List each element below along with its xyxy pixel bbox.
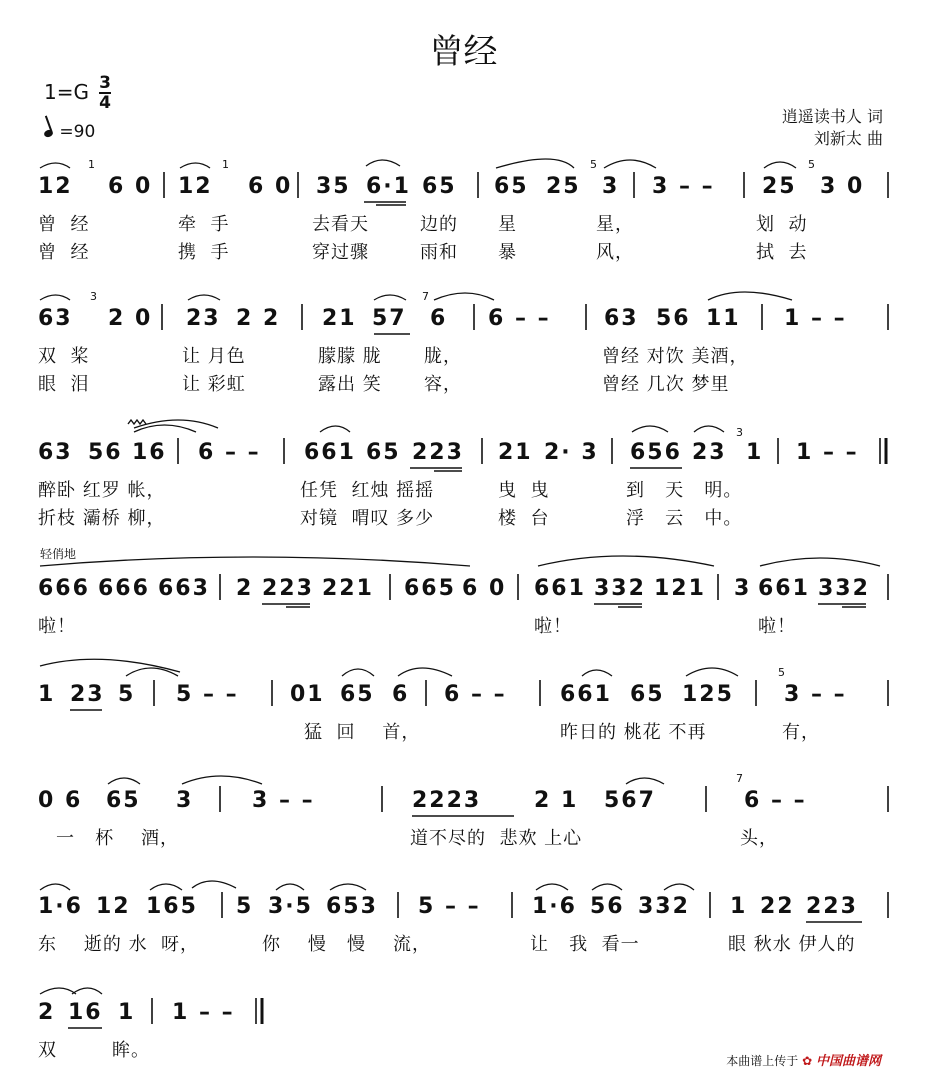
note-group: 11 xyxy=(706,306,741,331)
svg-text:5: 5 xyxy=(808,158,815,171)
note-group: 65 xyxy=(422,174,457,199)
lyric-verse-2: 穿过骤 xyxy=(312,242,369,263)
note-group: 2 xyxy=(236,576,254,601)
expression-marking: 轻俏地 xyxy=(40,547,77,561)
note-group: 665 xyxy=(404,576,456,601)
lyric-verse-1: 曾 经 xyxy=(38,214,90,235)
lyric-verse-2: 携 手 xyxy=(178,242,230,263)
svg-text:1: 1 xyxy=(222,158,229,171)
note-group: 6·1 xyxy=(366,174,411,199)
note-group: 332 xyxy=(638,894,690,919)
note-group: 3 – – xyxy=(784,682,847,707)
note-group: 3·5 xyxy=(268,894,313,919)
note-group: 1 xyxy=(730,894,748,919)
lyric-verse-1: 你 慢 慢 流， xyxy=(262,934,431,955)
lyric-verse-1: 双 xyxy=(38,1040,57,1061)
note-group: 1 xyxy=(38,682,56,707)
lyric-verse-1: 醉卧 红罗 帐， xyxy=(38,480,166,501)
note-group: 3 – – xyxy=(652,174,715,199)
lyric-verse-2: 折枝 灞桥 柳， xyxy=(38,508,166,529)
note-group: 165 xyxy=(146,894,198,919)
note-group: 6 – – xyxy=(198,440,261,465)
beams xyxy=(68,202,866,1028)
note-group: 221 xyxy=(322,576,374,601)
song-title: 曾经 xyxy=(429,32,498,72)
lyric-verse-2: 拭 去 xyxy=(756,242,808,263)
note-group: 63 xyxy=(604,306,639,331)
note-group: 1 – – xyxy=(784,306,847,331)
lyric-verse-2: 眼 泪 xyxy=(38,374,90,395)
lyric-verse-1: 一 杯 酒， xyxy=(56,828,180,849)
lyric-verse-1: 眼 秋水 伊人的 xyxy=(728,934,856,955)
lyric-verse-1: 昨日的 桃花 不再 xyxy=(560,722,707,743)
lyric-verse-1: 星 xyxy=(498,214,517,235)
note-group: 5 xyxy=(118,682,136,707)
lyric-verse-2: 楼 台 xyxy=(498,508,550,529)
note-group: 1 xyxy=(746,440,764,465)
svg-text:5: 5 xyxy=(590,158,597,171)
lyric-verse-1: 边的 xyxy=(420,214,458,235)
time-signature-top: 3 xyxy=(99,73,111,93)
lyric-verse-1: 划 动 xyxy=(756,214,808,235)
note-group: 6 xyxy=(430,306,448,331)
note-group: 16 xyxy=(132,440,167,465)
note-group: 3 xyxy=(602,174,620,199)
lyric-verse-1: 双 桨 xyxy=(38,346,90,367)
note-group: 1 – – xyxy=(796,440,859,465)
lyric-verse-1: 牵 手 xyxy=(178,214,230,235)
note-group: 56 xyxy=(88,440,123,465)
note-group: 666 xyxy=(98,576,150,601)
note-group: 666 xyxy=(38,576,90,601)
note-group: 23 xyxy=(70,682,105,707)
note-group: 3 xyxy=(176,788,194,813)
lyric-verse-1: 朦朦 胧 xyxy=(318,346,382,367)
note-group: 2· 3 xyxy=(544,440,599,465)
note-group: 567 xyxy=(604,788,656,813)
lyric-verse-1: 道不尽的 悲欢 上心 xyxy=(410,828,583,849)
note-group: 2 1 xyxy=(534,788,579,813)
note-group: 6 – – xyxy=(444,682,507,707)
note-group: 5 – – xyxy=(176,682,239,707)
note-group: 57 xyxy=(372,306,407,331)
note-group: 23 xyxy=(186,306,221,331)
note-group: 5 – – xyxy=(418,894,481,919)
note-group: 65 xyxy=(340,682,375,707)
lyric-verse-1: 有， xyxy=(782,722,820,743)
lyric-verse-1: 任凭 红烛 摇摇 xyxy=(300,480,435,501)
lyric-verse-2: 容， xyxy=(424,374,462,395)
note-group: 663 xyxy=(158,576,210,601)
lyric-verse-1: 啦！ xyxy=(534,616,572,637)
svg-text:7: 7 xyxy=(422,290,429,303)
note-group: 2 xyxy=(38,1000,56,1025)
note-group: 56 xyxy=(590,894,625,919)
note-group: 22 xyxy=(760,894,795,919)
note-group: 125 xyxy=(682,682,734,707)
lyric-verse-1: 胧， xyxy=(424,346,462,367)
lyric-verse-1: 曾经 对饮 美酒， xyxy=(602,346,749,367)
lyric-verse-1: 猛 回 首， xyxy=(304,722,421,743)
lyric-verse-1: 眸。 xyxy=(112,1040,150,1061)
note-group: 6 0 xyxy=(248,174,293,199)
slurs xyxy=(40,159,880,994)
svg-text:7: 7 xyxy=(736,772,743,785)
note-group: 1 – – xyxy=(172,1000,235,1025)
site-name: 中国曲谱网 xyxy=(815,1054,881,1069)
lyric-verse-1: 啦！ xyxy=(758,616,796,637)
footer xyxy=(726,1050,881,1069)
note-group: 63 xyxy=(38,440,73,465)
note-group: 5 xyxy=(236,894,254,919)
lyric-verse-1: 去看天 xyxy=(312,214,369,235)
lyric-verse-2: 雨和 xyxy=(420,242,458,263)
note-group: 6 xyxy=(392,682,410,707)
lyric-verse-1: 东 逝的 水 呀， xyxy=(38,934,200,955)
note-group: 3 – – xyxy=(252,788,315,813)
note-group: 223 xyxy=(806,894,858,919)
lyric-verse-2: 曾 经 xyxy=(38,242,90,263)
note-group: 01 xyxy=(290,682,325,707)
note-group: 1 xyxy=(118,1000,136,1025)
note-group: 3 0 xyxy=(820,174,865,199)
note-group: 12 xyxy=(96,894,131,919)
site-logo: ✿ xyxy=(802,1054,813,1068)
note-group: 332 xyxy=(818,576,870,601)
note-group: 2 2 xyxy=(236,306,281,331)
lyric-verse-1: 头， xyxy=(740,828,778,849)
lyric-verse-1: 星， xyxy=(596,214,634,235)
key-signature: 1=G xyxy=(44,80,89,104)
lyric-verse-1: 让 月色 xyxy=(182,346,246,367)
lyric-verse-2: 浮 云 中。 xyxy=(626,508,743,529)
lyric-verse-2: 对镜 喟叹 多少 xyxy=(300,508,435,529)
note-group: 661 xyxy=(534,576,586,601)
note-group: 661 xyxy=(560,682,612,707)
note-group: 16 xyxy=(68,1000,103,1025)
note-group: 6 0 xyxy=(462,576,507,601)
svg-text:3: 3 xyxy=(736,426,743,439)
note-group: 121 xyxy=(654,576,706,601)
note-group: 65 xyxy=(630,682,665,707)
composer: 刘新太 曲 xyxy=(813,129,883,148)
note-group: 6 – – xyxy=(744,788,807,813)
note-group: 6 – – xyxy=(488,306,551,331)
note-group: 65 xyxy=(106,788,141,813)
footer-text: 本曲谱上传于 xyxy=(726,1054,799,1068)
note-group: 12 xyxy=(178,174,213,199)
trill-mark xyxy=(128,420,146,424)
svg-text:5: 5 xyxy=(778,666,785,679)
barlines xyxy=(152,172,888,1024)
note-group: 332 xyxy=(594,576,646,601)
tempo-value: =90 xyxy=(59,122,96,142)
note-group: 1·6 xyxy=(532,894,577,919)
lyric-verse-1: 啦！ xyxy=(38,616,76,637)
note-group: 12 xyxy=(38,174,73,199)
lyric-verse-1: 曳 曳 xyxy=(498,480,550,501)
note-group: 223 xyxy=(262,576,314,601)
lyric-verse-2: 让 彩虹 xyxy=(182,374,246,395)
lyricist: 逍遥读书人 词 xyxy=(781,107,883,126)
note-group: 35 xyxy=(316,174,351,199)
note-group: 0 6 xyxy=(38,788,83,813)
note-group: 65 xyxy=(366,440,401,465)
note-group: 6 0 xyxy=(108,174,153,199)
note-group: 23 xyxy=(692,440,727,465)
lyric-verse-2: 曾经 几次 梦里 xyxy=(602,374,730,395)
svg-text:3: 3 xyxy=(90,290,97,303)
note-group: 63 xyxy=(38,306,73,331)
note-group: 25 xyxy=(546,174,581,199)
lyric-verse-1: 让 我 看一 xyxy=(530,934,640,955)
note-group: 653 xyxy=(326,894,378,919)
note-group: 661 xyxy=(758,576,810,601)
note-group: 21 xyxy=(322,306,357,331)
lyric-verse-2: 暴 xyxy=(498,242,517,263)
note-group: 25 xyxy=(762,174,797,199)
svg-text:1: 1 xyxy=(88,158,95,171)
note-group: 223 xyxy=(412,440,464,465)
note-group: 1·6 xyxy=(38,894,83,919)
time-signature-bottom: 4 xyxy=(99,93,111,113)
note-group: 3 xyxy=(734,576,752,601)
lyric-verse-2: 露出 笑 xyxy=(318,374,382,395)
note-group: 21 xyxy=(498,440,533,465)
note-group: 2223 xyxy=(412,788,482,813)
lyric-verse-2: 风， xyxy=(596,242,634,263)
note-group: 2 0 xyxy=(108,306,153,331)
note-group: 65 xyxy=(494,174,529,199)
note-group: 56 xyxy=(656,306,691,331)
note-group: 656 xyxy=(630,440,682,465)
lyric-verse-1: 到 天 明。 xyxy=(626,480,743,501)
note-group: 661 xyxy=(304,440,356,465)
